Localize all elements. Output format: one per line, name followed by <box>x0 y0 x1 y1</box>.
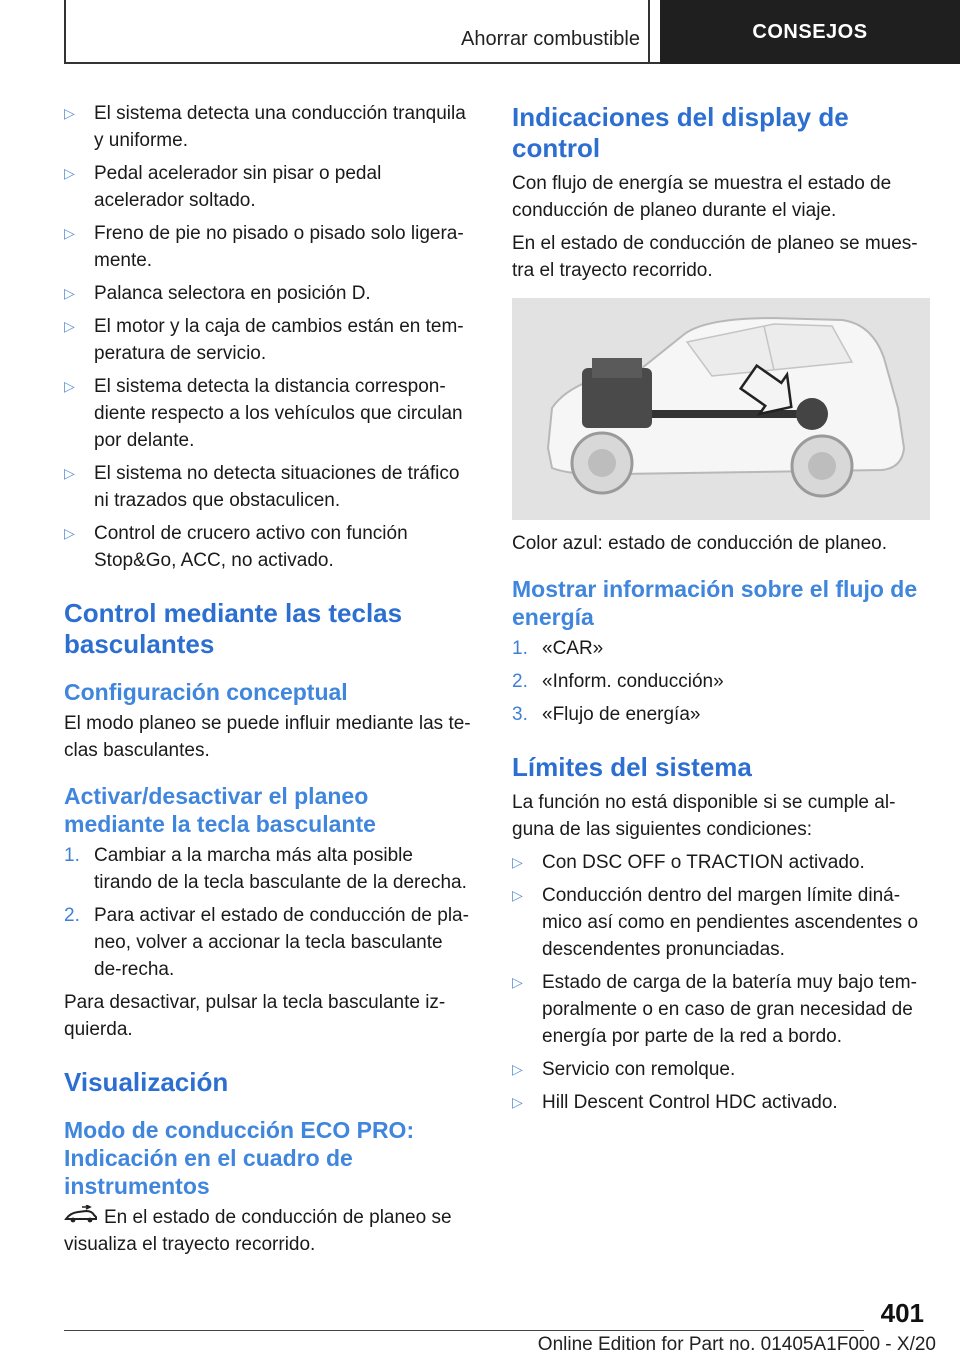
triangle-right-icon: ▷ <box>64 105 75 121</box>
triangle-right-icon: ▷ <box>64 285 75 301</box>
triangle-right-icon: ▷ <box>64 225 75 241</box>
list-item: 1. Cambiar a la marcha más alta posible tirando de la tecla basculante de la derecha. <box>64 845 467 893</box>
right-column <box>512 100 930 1122</box>
heading-config: Configuración conceptual <box>64 679 348 705</box>
coasting-car-icon <box>64 1204 98 1231</box>
triangle-right-icon: ▷ <box>64 165 75 181</box>
activar-steps <box>64 842 474 983</box>
footer-rule <box>64 1330 864 1331</box>
triangle-right-icon: ▷ <box>64 318 75 334</box>
para-eco: En el estado de conducción de planeo se visualiza el trayecto recorrido. <box>64 1204 474 1258</box>
para-desactivar: Para desactivar, pulsar la tecla basculante iz‐quierda. <box>64 992 446 1040</box>
list-item: ▷ El sistema detecta la distancia correspon‐diente respecto a los vehículos que circulan por delante. <box>64 373 474 454</box>
heading-mostrar: Mostrar información sobre el flujo de energía <box>512 576 918 630</box>
triangle-right-icon: ▷ <box>512 1061 523 1077</box>
list-item: ▷ Palanca selectora en posición D. <box>64 280 474 307</box>
para-display-1: Con flujo de energía se muestra el estado de conducción de planeo durante el viaje. <box>512 173 892 221</box>
limits-list <box>512 849 930 1116</box>
list-item: 2. Para activar el estado de conducción de pla‐neo, volver a accionar la tecla basculante de‐recha. <box>64 905 469 980</box>
heading-activar: Activar/desactivar el planeo mediante la tecla basculante <box>64 783 376 837</box>
para-display-2: En el estado de conducción de planeo se mues‐tra el trayecto recorrido. <box>512 233 918 281</box>
list-item: ▷ Servicio con remolque. <box>512 1056 930 1083</box>
header-section-title: Ahorrar combustible <box>461 28 640 50</box>
triangle-right-icon: ▷ <box>64 525 75 541</box>
triangle-right-icon: ▷ <box>512 887 523 903</box>
list-item: ▷ El motor y la caja de cambios están en tem‐peratura de servicio. <box>64 313 474 367</box>
heading-control: Control mediante las teclas basculantes <box>64 598 403 659</box>
header-left-rule <box>64 0 66 64</box>
page-number: 401 <box>880 1298 924 1328</box>
triangle-right-icon: ▷ <box>64 465 75 481</box>
triangle-right-icon: ▷ <box>64 378 75 394</box>
list-item: 3. «Flujo de energía» <box>512 704 701 725</box>
figure-caption: Color azul: estado de conducción de planeo. <box>512 533 887 554</box>
menu-steps <box>512 635 930 728</box>
car-drivetrain-illustration <box>512 298 930 520</box>
list-item: 1. «CAR» <box>512 638 604 659</box>
list-item: ▷ Estado de carga de la batería muy bajo tem‐poralmente o en caso de gran necesidad de energía por parte de la red a bordo. <box>512 969 930 1050</box>
list-item: ▷ Pedal acelerador sin pisar o pedal acelerador soltado. <box>64 160 474 214</box>
list-item: ▷ Hill Descent Control HDC activado. <box>512 1089 930 1116</box>
header-chapter-tab[interactable] <box>660 0 960 64</box>
triangle-right-icon: ▷ <box>512 1094 523 1110</box>
chapter-label: CONSEJOS <box>752 20 868 43</box>
heading-eco: Modo de conducción ECO PRO: Indicación en el cuadro de instrumentos <box>64 1117 415 1199</box>
list-item: ▷ Con DSC OFF o TRACTION activado. <box>512 849 930 876</box>
heading-display: Indicaciones del display de control <box>512 102 849 163</box>
heading-limites: Límites del sistema <box>512 752 752 782</box>
list-item: 2. «Inform. conducción» <box>512 671 724 692</box>
footer-edition: Online Edition for Part no. 01405A1F000 - X/20 <box>537 1334 936 1355</box>
triangle-right-icon: ▷ <box>512 974 523 990</box>
conditions-list <box>64 100 474 574</box>
header-divider <box>648 0 650 64</box>
list-item: ▷ Conducción dentro del margen límite diná‐mico así como en pendientes ascendentes o descendentes pronunciadas. <box>512 882 930 963</box>
list-item: ▷ Control de crucero activo con función Stop&Go, ACC, no activado. <box>64 520 474 574</box>
header-bottom-rule <box>64 62 660 64</box>
triangle-right-icon: ▷ <box>512 854 523 870</box>
para-limites: La función no está disponible si se cumple al‐guna de las siguientes condiciones: <box>512 792 896 840</box>
list-item: ▷ Freno de pie no pisado o pisado solo ligera‐mente. <box>64 220 474 274</box>
para-config: El modo planeo se puede influir mediante las te‐clas basculantes. <box>64 713 471 761</box>
list-item: ▷ El sistema no detecta situaciones de tráfico ni trazados que obstaculicen. <box>64 460 474 514</box>
left-column <box>64 100 474 1264</box>
list-item: ▷ El sistema detecta una conducción tranquila y uniforme. <box>64 100 474 154</box>
heading-visual: Visualización <box>64 1067 229 1097</box>
